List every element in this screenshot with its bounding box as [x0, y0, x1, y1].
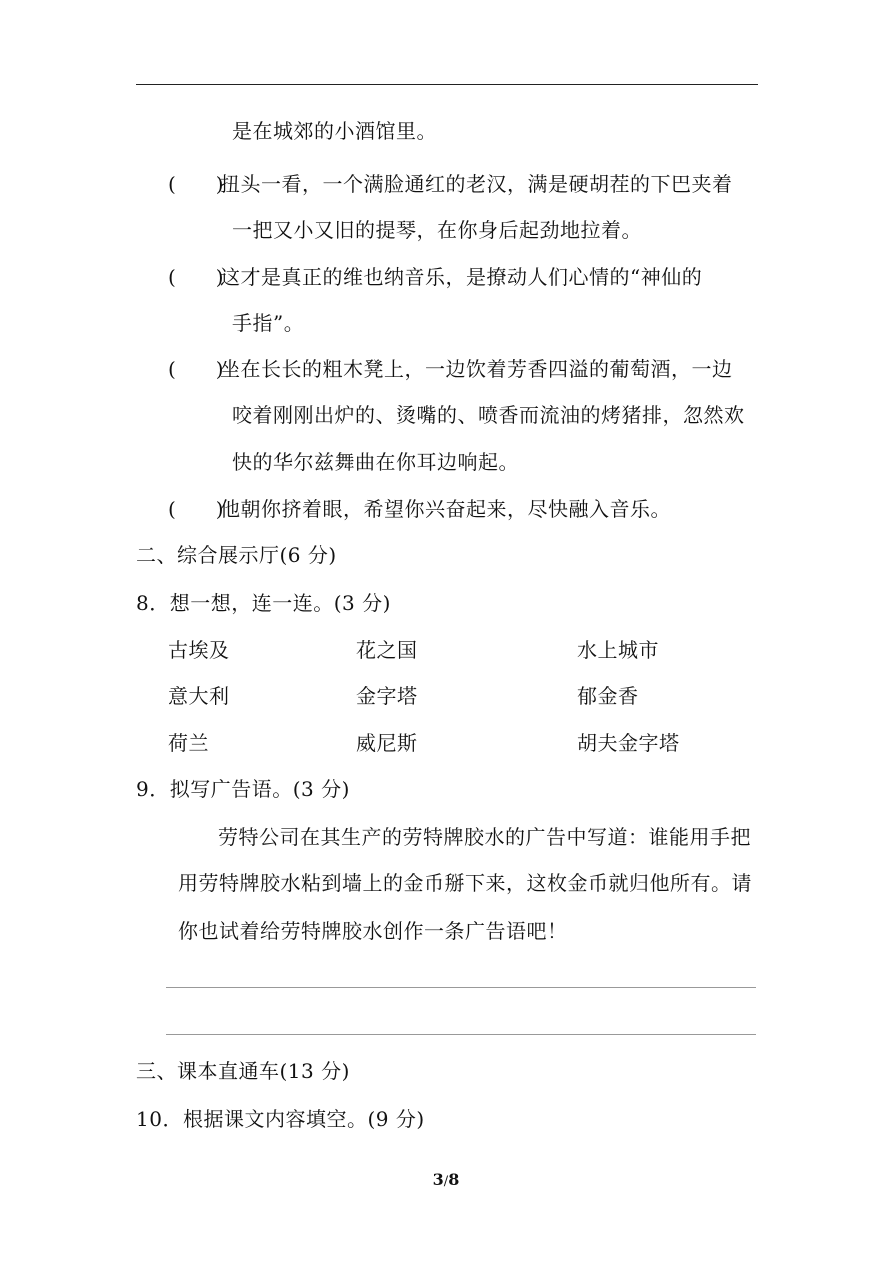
passage-line: 扭头一看，一个满脸通红的老汉，满是硬胡茬的下巴夹着	[220, 172, 733, 196]
match-item[interactable]: 金字塔	[356, 684, 418, 708]
section-title: 二、综合展示厅(6 分)	[136, 543, 337, 567]
answer-blank-4[interactable]: ( )	[168, 497, 224, 521]
match-item[interactable]: 意大利	[168, 684, 230, 708]
passage-line: 是在城郊的小酒馆里。	[232, 119, 437, 143]
passage-line: 快的华尔兹舞曲在你耳边响起。	[232, 450, 519, 474]
answer-blank-3[interactable]: ( )	[168, 357, 224, 381]
answer-blank-1[interactable]: ( )	[168, 172, 224, 196]
answer-line-2[interactable]	[166, 1034, 756, 1035]
question-text: 你也试着给劳特牌胶水创作一条广告语吧！	[178, 919, 568, 943]
passage-line: 坐在长长的粗木凳上，一边饮着芳香四溢的葡萄酒，一边	[220, 357, 733, 381]
passage-line: 手指”。	[232, 311, 305, 335]
passage-line: 咬着刚刚出炉的、烫嘴的、喷香而流油的烤猪排，忽然欢	[232, 403, 745, 427]
match-item[interactable]: 水上城市	[577, 638, 659, 662]
header-rule	[136, 84, 758, 85]
match-item[interactable]: 郁金香	[577, 684, 639, 708]
match-item[interactable]: 古埃及	[168, 638, 230, 662]
answer-blank-2[interactable]: ( )	[168, 265, 224, 289]
passage-line: 这才是真正的维也纳音乐，是撩动人们心情的“神仙的	[220, 265, 703, 289]
question-text: 用劳特牌胶水粘到墙上的金币掰下来，这枚金币就归他所有。请	[178, 871, 752, 895]
match-item[interactable]: 花之国	[356, 638, 418, 662]
question-title: 9．拟写广告语。(3 分)	[136, 777, 350, 801]
passage-line: 一把又小又旧的提琴，在你身后起劲地拉着。	[232, 218, 642, 242]
question-title: 10．根据课文内容填空。(9 分)	[136, 1107, 425, 1131]
page-number: 3/8	[432, 1170, 460, 1189]
question-title: 8．想一想，连一连。(3 分)	[136, 591, 391, 615]
section-title: 三、课本直通车(13 分)	[136, 1059, 350, 1083]
match-item[interactable]: 威尼斯	[356, 731, 418, 755]
question-text: 劳特公司在其生产的劳特牌胶水的广告中写道：谁能用手把	[218, 825, 751, 849]
answer-line-1[interactable]	[166, 987, 756, 988]
match-item[interactable]: 荷兰	[168, 731, 209, 755]
match-item[interactable]: 胡夫金字塔	[577, 731, 680, 755]
passage-line: 他朝你挤着眼，希望你兴奋起来，尽快融入音乐。	[220, 497, 671, 521]
